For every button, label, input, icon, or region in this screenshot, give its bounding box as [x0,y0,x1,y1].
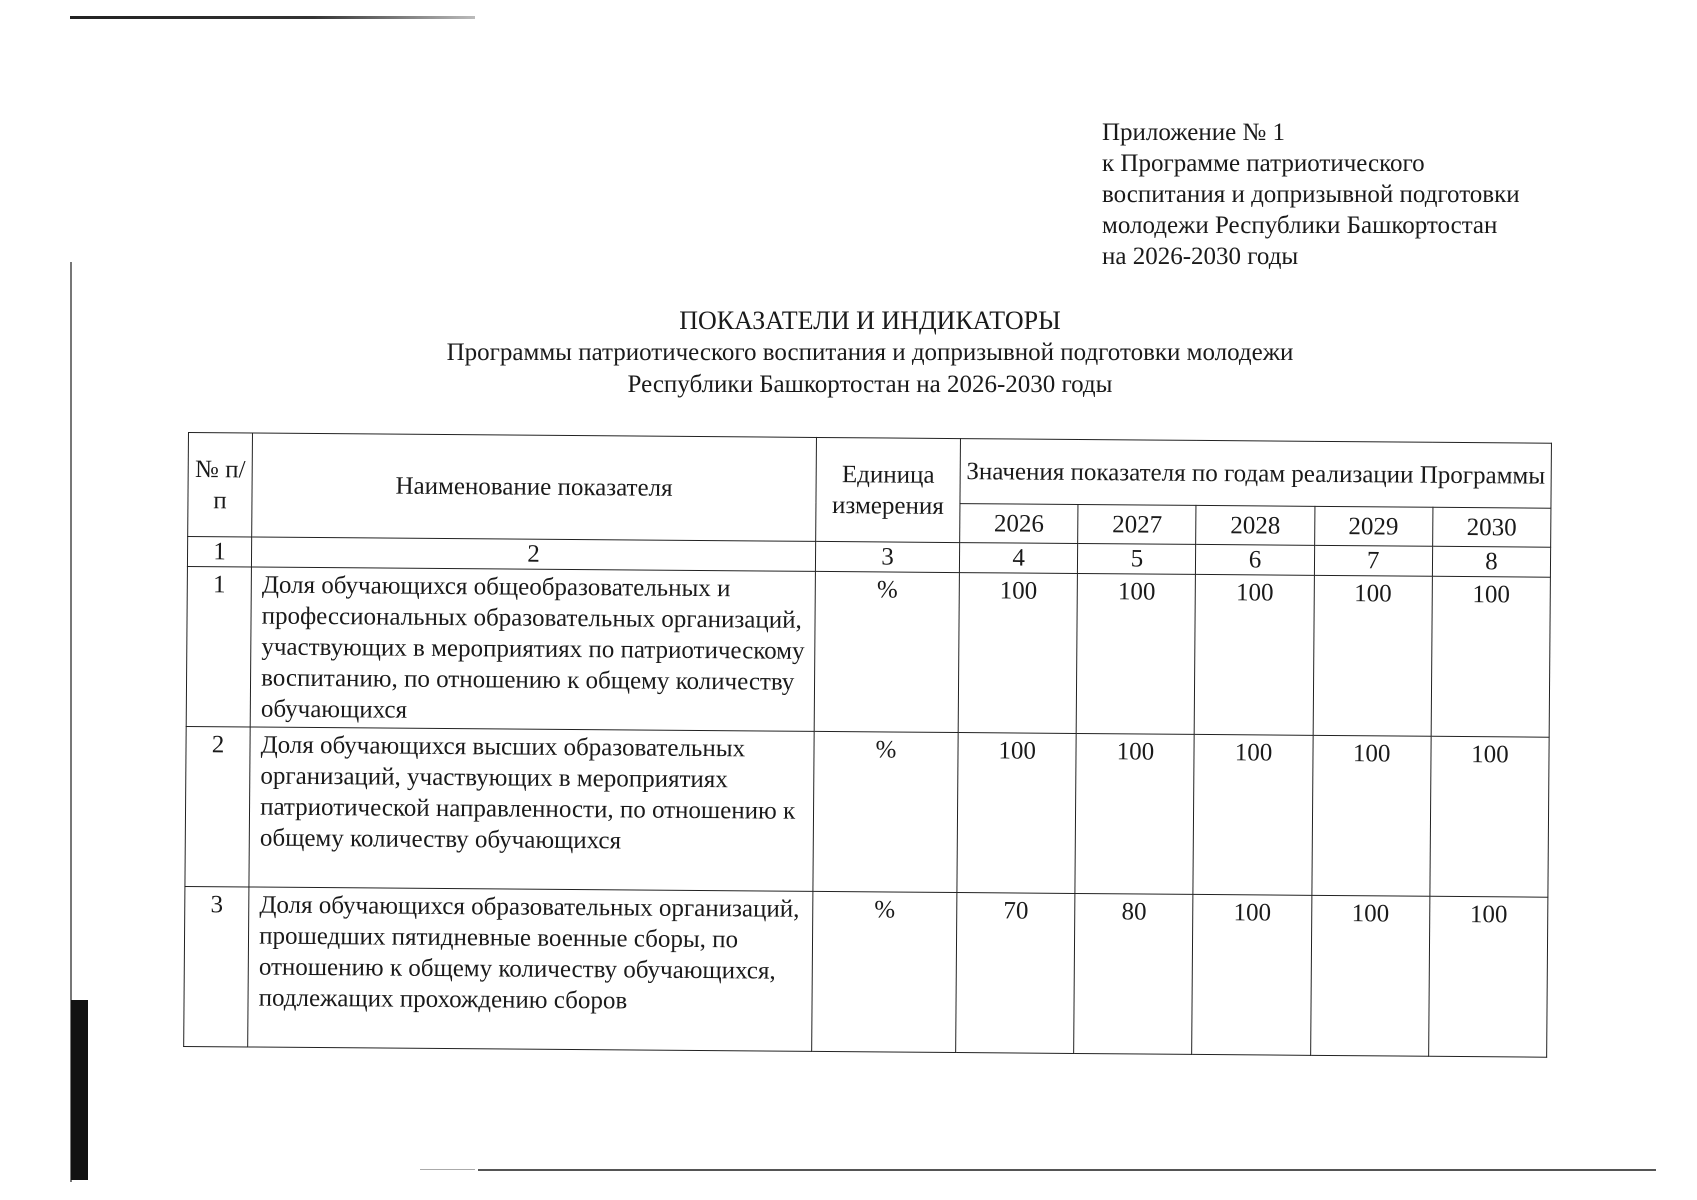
row-number: 1 [186,566,251,726]
document-subtitle-line-2: Республики Башкортостан на 2026-2030 годы [627,371,1113,398]
value-cell: 100 [1313,575,1432,736]
value-cell: 100 [958,573,1077,734]
value-cell: 100 [1192,894,1311,1055]
indicator-name: Доля обучающихся общеобразовательных и профессиональных образовательных организаций, участвующих в мероприятиях по патриотическому воспитанию, по отношению к общему количеству обучающихся [250,567,815,731]
value-cell: 100 [1430,736,1549,897]
document-subtitle-line-1: Программы патриотического воспитания и допризывной подготовки молодежи [446,339,1294,366]
header-unit: Единица измерения [816,437,961,542]
scan-artifact-left-bar [71,1000,88,1180]
header-year: 2026 [960,504,1078,544]
indicator-unit: % [812,891,957,1052]
value-cell: 100 [1075,733,1194,894]
table-row [185,726,1549,897]
value-cell: 100 [957,733,1076,894]
column-number: 6 [1196,544,1314,575]
header-year: 2030 [1432,507,1551,547]
appendix-line: воспитания и допризывной подготовки [1102,181,1520,208]
indicator-name: Доля обучающихся образовательных организаций, прошедших пятидневные военные сборы, по отношению к общему количеству обучающихся, подлежащих прохождению сборов [248,887,813,1051]
header-name: Наименование показателя [252,433,817,541]
appendix-note [1102,117,1520,272]
header-year: 2028 [1196,505,1314,545]
column-number: 2 [252,537,816,571]
value-cell: 100 [1310,895,1429,1056]
scan-artifact-bottom-line-faint [420,1169,475,1170]
header-values-group: Значения показателя по годам реализации Программы [960,439,1551,509]
table-row [184,886,1548,1057]
column-number: 4 [960,543,1078,574]
document-title: ПОКАЗАТЕЛИ И ИНДИКАТОРЫ [679,306,1061,335]
column-number: 1 [187,537,251,568]
scan-artifact-bottom-line [478,1169,1656,1171]
value-cell: 100 [1312,735,1431,896]
value-cell: 100 [1195,574,1314,735]
value-cell: 100 [1193,734,1312,895]
appendix-line: на 2026-2030 годы [1102,243,1299,270]
value-cell: 100 [1076,573,1195,734]
value-cell: 80 [1074,893,1193,1054]
scan-artifact-top-line [70,16,475,19]
appendix-line: Приложение № 1 [1102,119,1286,146]
indicator-unit: % [813,731,958,892]
header-year: 2027 [1078,504,1196,544]
value-cell: 100 [1428,896,1547,1057]
indicator-name: Доля обучающихся высших образовательных организаций, участвующих в мероприятиях патриотической направленности, по отношению к общему количеству обучающихся [249,727,814,891]
column-number: 5 [1078,543,1196,574]
table-row [186,566,1550,737]
indicator-unit: % [814,571,959,732]
header-year: 2029 [1314,506,1432,546]
value-cell: 70 [956,893,1075,1054]
row-number: 3 [184,886,249,1046]
table-header-row [188,433,1551,509]
indicators-table [183,432,1552,1058]
appendix-line: к Программе патриотического [1102,150,1425,177]
column-number: 3 [815,541,959,572]
header-num: № п/п [188,433,253,538]
document-title-block [0,305,1697,401]
appendix-line: молодежи Республики Башкортостан [1102,212,1498,239]
value-cell: 100 [1431,576,1550,737]
column-number: 8 [1432,546,1550,577]
column-number: 7 [1314,545,1432,576]
row-number: 2 [185,726,250,886]
